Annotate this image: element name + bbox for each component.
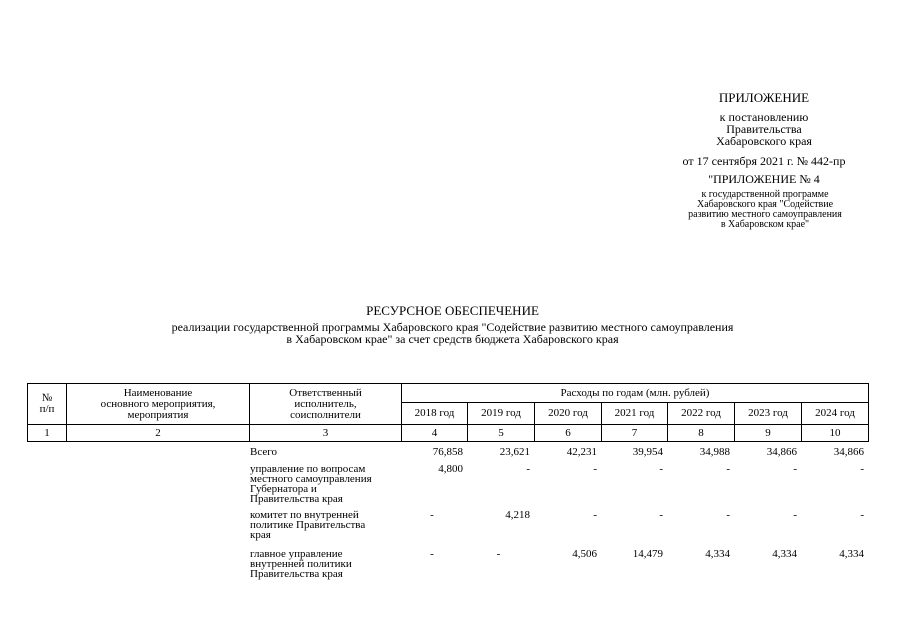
row-value: -	[593, 509, 597, 521]
header-num-line: №	[41, 392, 53, 404]
header-name	[67, 384, 250, 425]
row-value: 34,866	[766, 446, 797, 458]
column-number: 4	[402, 425, 468, 442]
header-num-line: п/п	[39, 403, 55, 415]
table-row	[27, 510, 868, 549]
header-year: 2023 год	[735, 403, 802, 425]
row-executor	[249, 510, 401, 549]
header-year: 2018 год	[402, 403, 468, 425]
document-subtitle	[80, 321, 825, 345]
row-executor	[249, 464, 401, 510]
document-title: РЕСУРСНОЕ ОБЕСПЕЧЕНИЕ	[366, 303, 539, 318]
annex-date-line: от 17 сентября 2021 г. № 442-пр	[682, 154, 846, 168]
table-row	[27, 549, 868, 583]
column-number: 5	[468, 425, 535, 442]
header-year: 2024 год	[802, 403, 869, 425]
annex-program-line: развитию местного самоуправления	[688, 209, 842, 220]
row-executor-line: Правительства края	[250, 493, 343, 505]
header-executor	[250, 384, 402, 425]
header-table	[27, 383, 869, 442]
row-value: -	[860, 463, 864, 475]
subtitle-line: в Хабаровском крае" за счет средств бюджета Хабаровского края	[286, 332, 619, 346]
row-value: -	[860, 509, 864, 521]
row-value: -	[659, 509, 663, 521]
row-value: -	[430, 509, 434, 521]
row-value: -	[496, 548, 501, 560]
annex-program-line: Хабаровского края "Содействие	[696, 199, 834, 210]
header-num	[28, 384, 67, 425]
row-value: -	[526, 463, 530, 475]
header-year: 2019 год	[468, 403, 535, 425]
annex-resolution-line: Хабаровского края	[716, 134, 812, 148]
annex-program-ref	[660, 190, 870, 230]
row-value: 42,231	[566, 446, 597, 458]
row-value: -	[430, 548, 434, 560]
column-number: 1	[28, 425, 67, 442]
annex-title: ПРИЛОЖЕНИЕ	[718, 90, 810, 105]
row-value: 4,218	[505, 509, 530, 521]
row-executor-line: Губернатора и	[250, 483, 317, 495]
annex-program-line: к государственной программе	[701, 189, 829, 200]
row-value: 4,334	[705, 548, 730, 560]
row-executor-line: управление по вопросам	[250, 463, 366, 475]
header-expenses: Расходы по годам (млн. рублей)	[402, 384, 869, 403]
header-executor-line: соисполнители	[290, 408, 361, 421]
table-row	[27, 464, 868, 510]
row-value: 34,866	[833, 446, 864, 458]
row-executor-line: Всего	[250, 446, 277, 458]
row-executor-line: местного самоуправления	[250, 473, 372, 485]
header-year: 2022 год	[668, 403, 735, 425]
row-value: -	[793, 509, 797, 521]
column-number: 7	[602, 425, 668, 442]
row-executor-line: политике Правительства	[250, 519, 366, 531]
row-value: 76,858	[432, 446, 463, 458]
header-name-line: мероприятия	[127, 408, 189, 421]
annex-program-line: в Хабаровском крае"	[720, 219, 810, 230]
header-year: 2020 год	[535, 403, 602, 425]
row-executor-line: главное управление	[250, 548, 343, 560]
subtitle-line: реализации государственной программы Хабаровского края "Содействие развитию местного самоуправления	[171, 320, 734, 334]
row-executor	[249, 447, 401, 464]
row-executor-line: края	[250, 529, 271, 541]
header-name-line: Наименование	[123, 386, 193, 399]
column-number: 3	[250, 425, 402, 442]
data-table	[27, 447, 868, 583]
row-value: -	[793, 463, 797, 475]
row-value: 14,479	[632, 548, 663, 560]
header-executor-line: Ответственный	[289, 386, 362, 399]
row-value: 4,334	[839, 548, 864, 560]
column-number: 10	[802, 425, 869, 442]
row-value: -	[726, 463, 730, 475]
annex-4-title: "ПРИЛОЖЕНИЕ № 4	[708, 172, 820, 186]
header-name-line: основного мероприятия,	[100, 397, 216, 410]
annex-resolution-ref	[660, 111, 868, 147]
row-value: 4,800	[438, 463, 463, 475]
row-executor-line: внутренней политики	[250, 558, 352, 570]
header-executor-line: исполнитель,	[294, 397, 357, 410]
row-value: 34,988	[699, 446, 730, 458]
row-value: 4,506	[572, 548, 597, 560]
row-executor-line: Правительства края	[250, 568, 343, 580]
row-executor-line: комитет по внутренней	[250, 509, 359, 521]
column-number: 8	[668, 425, 735, 442]
row-value: 39,954	[632, 446, 663, 458]
header-year: 2021 год	[602, 403, 668, 425]
column-number: 9	[735, 425, 802, 442]
row-value: 4,334	[772, 548, 797, 560]
row-value: -	[659, 463, 663, 475]
table-row	[27, 447, 868, 464]
annex-resolution-line: Правительства	[726, 122, 802, 136]
row-value: -	[593, 463, 597, 475]
column-number: 6	[535, 425, 602, 442]
row-value: -	[726, 509, 730, 521]
row-executor	[249, 549, 401, 583]
column-number: 2	[67, 425, 250, 442]
row-value: 23,621	[499, 446, 530, 458]
annex-resolution-line: к постановлению	[719, 110, 809, 124]
